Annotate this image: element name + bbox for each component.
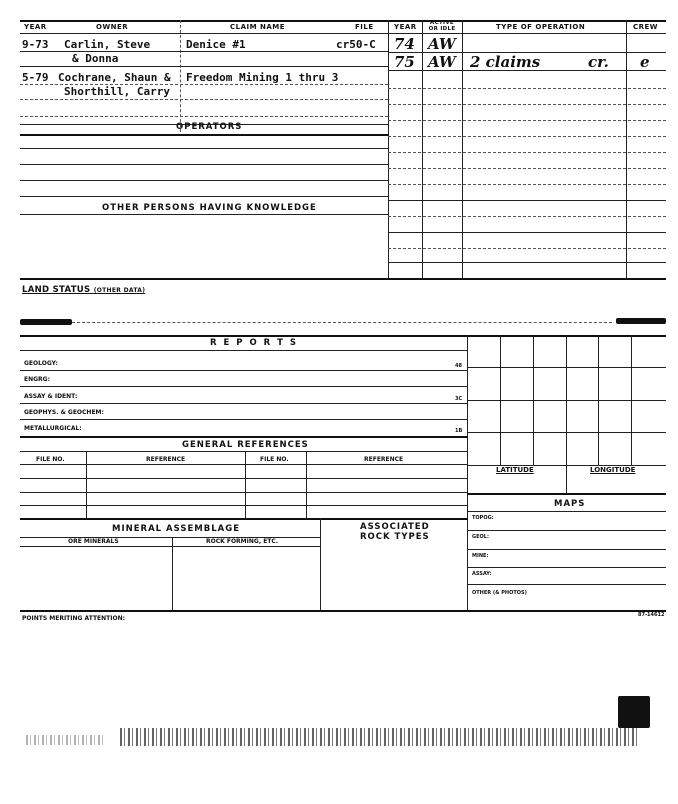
divider-type-crew xyxy=(626,20,627,278)
operators-rule-4 xyxy=(20,180,388,181)
ref-col-file-no-2: FILE NO. xyxy=(260,456,289,463)
activity-2-operation: 2 claims xyxy=(470,53,541,71)
maps-geol-label: GEOL: xyxy=(472,534,489,540)
ref-divider-2 xyxy=(245,451,246,518)
ref-rule-2 xyxy=(20,478,468,479)
activity-rule-3 xyxy=(388,88,666,89)
owner-row-rule-5 xyxy=(20,116,388,117)
report-metallurgical-label: METALLURGICAL: xyxy=(24,425,82,432)
owner-row-rule-3 xyxy=(20,84,388,85)
report-geophys-label: GEOPHYS. & GEOCHEM: xyxy=(24,409,104,416)
owner-row-1-year: 9-73 xyxy=(22,38,49,51)
associated-rock-types-heading: ASSOCIATED ROCK TYPES xyxy=(360,522,430,542)
maps-rule-3 xyxy=(467,567,666,568)
col-header-crew: CREW xyxy=(633,23,659,31)
ref-rule-1 xyxy=(20,464,468,465)
report-geology-label: GEOLOGY: xyxy=(24,360,58,367)
coord-divider xyxy=(566,465,567,493)
bottom-table-rule xyxy=(20,610,666,612)
operators-rule-5 xyxy=(20,196,388,197)
activity-2-crew: e xyxy=(640,53,650,71)
land-status-sub: (OTHER DATA) xyxy=(93,287,146,294)
owner-row-1-name-2: & Donna xyxy=(72,52,119,65)
report-assay-label: ASSAY & IDENT: xyxy=(24,393,78,400)
activity-rule-11 xyxy=(388,216,666,217)
edge-mark-left xyxy=(20,319,72,325)
col-header-type-of-operation: TYPE OF OPERATION xyxy=(496,23,586,31)
divider-year-active xyxy=(422,20,423,278)
owner-row-2-name-2: Shorthill, Carry xyxy=(64,85,170,98)
col-header-year-2: YEAR xyxy=(394,23,417,31)
operators-rule-2 xyxy=(20,148,388,149)
activity-rule-5 xyxy=(388,120,666,121)
scan-noise-band xyxy=(120,728,640,746)
other-persons-heading: OTHER PERSONS HAVING KNOWLEDGE xyxy=(102,203,317,213)
land-status-label: LAND STATUS xyxy=(22,285,91,295)
activity-rule-4 xyxy=(388,104,666,105)
grid-row-1 xyxy=(467,367,666,368)
top-table-bottom xyxy=(20,278,666,280)
mineral-subheader-rule xyxy=(20,546,320,547)
reports-heading: R E P O R T S xyxy=(210,338,299,348)
rock-forming-label: ROCK FORMING, ETC. xyxy=(206,538,279,545)
activity-rule-14 xyxy=(388,262,666,263)
points-meriting-attention-label: POINTS MERITING ATTENTION: xyxy=(22,615,126,622)
general-references-heading: GENERAL REFERENCES xyxy=(182,440,309,450)
activity-2-year: 75 xyxy=(394,53,415,71)
owner-row-1-file: cr50-C xyxy=(336,38,376,51)
col-header-file: FILE xyxy=(355,23,374,31)
latitude-label: LATITUDE xyxy=(496,466,534,474)
land-status-heading xyxy=(22,285,145,295)
grid-row-2 xyxy=(467,400,666,401)
activity-rule-12 xyxy=(388,232,666,233)
ref-bottom-rule xyxy=(20,518,468,520)
ref-divider-3 xyxy=(306,451,307,518)
reports-top-rule xyxy=(20,335,666,337)
owner-row-rule-2 xyxy=(20,66,388,67)
owner-row-1-name: Carlin, Steve xyxy=(64,38,151,51)
report-rule-2 xyxy=(20,386,468,387)
mineral-assemblage-heading: MINERAL ASSEMBLAGE xyxy=(112,524,241,534)
col-header-claim-name: CLAIM NAME xyxy=(230,23,286,31)
ref-divider-1 xyxy=(86,451,87,518)
report-rule-5 xyxy=(20,436,468,438)
edge-mark-right xyxy=(616,318,666,324)
header-rule xyxy=(20,33,666,34)
grid-row-3 xyxy=(467,432,666,433)
maps-topog-label: TOPOG: xyxy=(472,515,494,521)
activity-1-status: AW xyxy=(428,35,456,53)
activity-rule-7 xyxy=(388,152,666,153)
maps-mine-label: MINE: xyxy=(472,553,489,559)
scan-dark-block xyxy=(618,696,650,728)
report-assay-num: 3C xyxy=(455,396,463,402)
maps-assay-label: ASSAY: xyxy=(472,571,492,577)
ref-col-reference-2: REFERENCE xyxy=(364,456,404,463)
longitude-label: LONGITUDE xyxy=(590,466,636,474)
owner-row-rule-4 xyxy=(20,99,388,100)
report-rule-3 xyxy=(20,403,468,404)
operators-rule-1 xyxy=(20,134,388,136)
ref-col-reference: REFERENCE xyxy=(146,456,186,463)
references-header-rule xyxy=(20,451,468,452)
maps-rule-4 xyxy=(467,584,666,585)
activity-rule-6 xyxy=(388,136,666,137)
activity-rule-9 xyxy=(388,184,666,185)
operators-rule-3 xyxy=(20,164,388,165)
col-header-owner: OWNER xyxy=(96,23,129,31)
divider-file-year xyxy=(388,20,389,278)
maps-heading: MAPS xyxy=(554,499,586,509)
ref-col-file-no: FILE NO. xyxy=(36,456,65,463)
other-persons-rule xyxy=(20,214,388,215)
report-rule-1 xyxy=(20,370,468,371)
activity-rule-10 xyxy=(388,200,666,201)
ore-minerals-label: ORE MINERALS xyxy=(68,538,119,545)
ref-rule-4 xyxy=(20,505,468,506)
owner-row-rule-1 xyxy=(20,51,388,52)
col-header-year: YEAR xyxy=(24,23,47,31)
report-rule-4 xyxy=(20,419,468,420)
owner-row-2-year: 5-79 xyxy=(22,71,49,84)
owner-row-2-claim: Freedom Mining 1 thru 3 xyxy=(186,71,339,84)
owner-row-2-name: Cochrane, Shaun & xyxy=(58,71,171,84)
activity-rule-1 xyxy=(388,52,666,53)
form-number: 87-14612 xyxy=(638,612,665,618)
ref-rule-3 xyxy=(20,492,468,493)
activity-1-year: 74 xyxy=(394,35,415,53)
report-engrg-label: ENGRG: xyxy=(24,376,50,383)
owner-row-1-claim: Denice #1 xyxy=(186,38,246,51)
report-geology-num: 48 xyxy=(455,363,462,369)
mineral-divider-right xyxy=(320,518,321,610)
top-rule xyxy=(20,20,666,22)
maps-rule-2 xyxy=(467,549,666,550)
col-header-active-idle: ACTIVE OR IDLE xyxy=(428,20,456,32)
maps-top-rule xyxy=(467,493,666,495)
mineral-divider-mid xyxy=(172,537,173,610)
maps-rule-1 xyxy=(467,530,666,531)
reports-header-rule xyxy=(20,350,468,351)
activity-2-status: AW xyxy=(428,53,456,71)
maps-other-label: OTHER (& PHOTOS) xyxy=(472,590,527,596)
maps-header-rule xyxy=(467,511,666,512)
divider-active-type xyxy=(462,20,463,278)
operators-heading: OPERATORS xyxy=(176,122,243,132)
land-status-rule xyxy=(72,322,612,323)
activity-rule-13 xyxy=(388,248,666,249)
report-metallurgical-num: 1B xyxy=(455,428,463,434)
activity-rule-8 xyxy=(388,168,666,169)
scan-noise-left xyxy=(26,735,106,745)
activity-2-note: cr. xyxy=(588,53,609,71)
reports-right-border xyxy=(467,335,468,610)
activity-rule-2 xyxy=(388,70,666,71)
